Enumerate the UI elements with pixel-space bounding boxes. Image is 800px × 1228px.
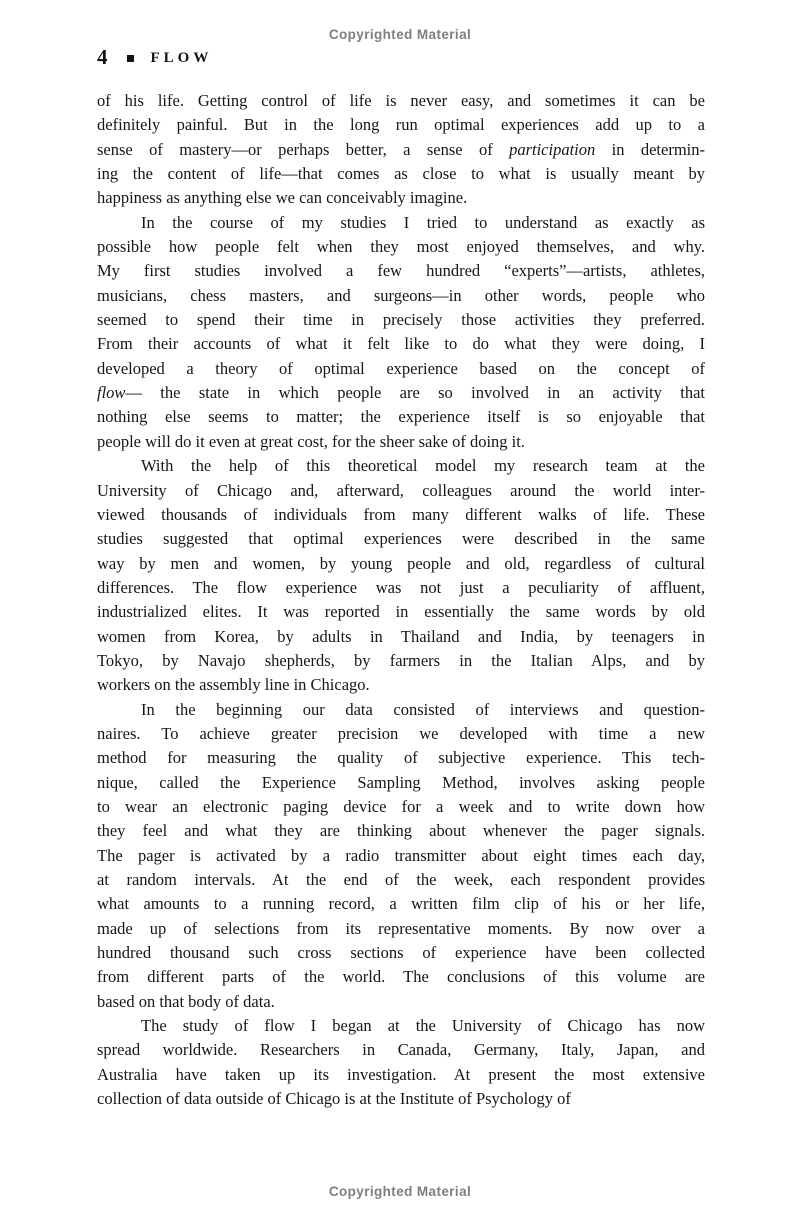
text-line: people will do it even at great cost, for the sheer sake of doing it.	[97, 431, 525, 451]
text-line: From their accounts of what it felt like to do what they were doing, I	[97, 334, 705, 354]
text-line: workers on the assembly line in Chicago.	[97, 675, 370, 695]
text-line: what amounts to a running record, a written film clip of his or her life,	[97, 894, 705, 914]
paragraph	[97, 698, 705, 1014]
book-title: FLOW	[150, 49, 213, 66]
text-line: spread worldwide. Researchers in Canada, Germany, Italy, Japan, and	[97, 1040, 705, 1060]
text-line: nothing else seems to matter; the experience itself is so enjoyable that	[97, 407, 705, 427]
copyright-watermark-top: Copyrighted Material	[328, 27, 472, 42]
body-text	[97, 89, 705, 1111]
text-line: seemed to spend their time in precisely those activities they preferred.	[97, 310, 705, 330]
text-line: collection of data outside of Chicago is at the Institute of Psychology of	[97, 1089, 571, 1109]
page-header	[97, 47, 212, 68]
text-line: naires. To achieve greater precision we developed with time a new	[97, 723, 705, 743]
text-line: sense of mastery—or perhaps better, a sense of participation in determin-	[97, 139, 705, 159]
text-line: differences. The flow experience was not just a peculiarity of affluent,	[97, 577, 705, 597]
text-line: developed a theory of optimal experience based on the concept of	[97, 358, 705, 378]
text-line: nique, called the Experience Sampling Method, involves asking people	[97, 772, 705, 792]
text-line: Australia have taken up its investigation. At present the most extensive	[97, 1064, 705, 1084]
text-line: possible how people felt when they most enjoyed themselves, and why.	[97, 237, 705, 257]
text-line: they feel and what they are thinking about whenever the pager signals.	[97, 821, 705, 841]
paragraph	[97, 454, 705, 697]
square-bullet-icon	[127, 55, 134, 62]
text-line: to wear an electronic paging device for a week and to write down how	[97, 796, 705, 816]
text-line: ing the content of life—that comes as close to what is usually meant by	[97, 164, 705, 184]
paragraph	[97, 211, 705, 454]
text-line: happiness as anything else we can conceivably imagine.	[97, 188, 468, 208]
text-line: hundred thousand such cross sections of experience have been collected	[97, 943, 705, 963]
text-line: studies suggested that optimal experiences were described in the same	[97, 529, 705, 549]
text-line: University of Chicago and, afterward, colleagues around the world inter-	[97, 480, 705, 500]
copyright-watermark-bottom: Copyrighted Material	[328, 1184, 472, 1199]
paragraph	[97, 1014, 705, 1111]
text-line: The pager is activated by a radio transmitter about eight times each day,	[97, 845, 705, 865]
text-line: The study of flow I began at the University of Chicago has now	[141, 1016, 705, 1036]
text-line: based on that body of data.	[97, 991, 275, 1011]
text-line: viewed thousands of individuals from many different walks of life. These	[97, 504, 705, 524]
text-line: definitely painful. But in the long run optimal experiences add up to a	[97, 115, 705, 135]
text-line: from different parts of the world. The conclusions of this volume are	[97, 967, 705, 987]
paragraph	[97, 89, 705, 211]
text-line: industrialized elites. It was reported in essentially the same words by old	[97, 602, 705, 622]
text-line: method for measuring the quality of subjective experience. This tech-	[97, 748, 705, 768]
text-line: In the beginning our data consisted of interviews and question-	[141, 699, 705, 719]
text-line: way by men and women, by young people and old, regardless of cultural	[97, 553, 705, 573]
text-line: flow— the state in which people are so involved in an activity that	[97, 383, 705, 403]
text-line: women from Korea, by adults in Thailand and India, by teenagers in	[97, 626, 705, 646]
text-line: Tokyo, by Navajo shepherds, by farmers in the Italian Alps, and by	[97, 650, 705, 670]
page-number: 4	[97, 45, 108, 69]
text-line: at random intervals. At the end of the week, each respondent provides	[97, 870, 705, 889]
text-line: With the help of this theoretical model my research team at the	[141, 456, 705, 476]
text-line: My first studies involved a few hundred “experts”—artists, athletes,	[97, 261, 705, 281]
text-line: In the course of my studies I tried to understand as exactly as	[141, 212, 705, 232]
text-line: made up of selections from its representative moments. By now over a	[97, 918, 705, 938]
text-line: of his life. Getting control of life is never easy, and sometimes it can be	[97, 91, 705, 110]
text-line: musicians, chess masters, and surgeons—in other words, people who	[97, 285, 705, 305]
